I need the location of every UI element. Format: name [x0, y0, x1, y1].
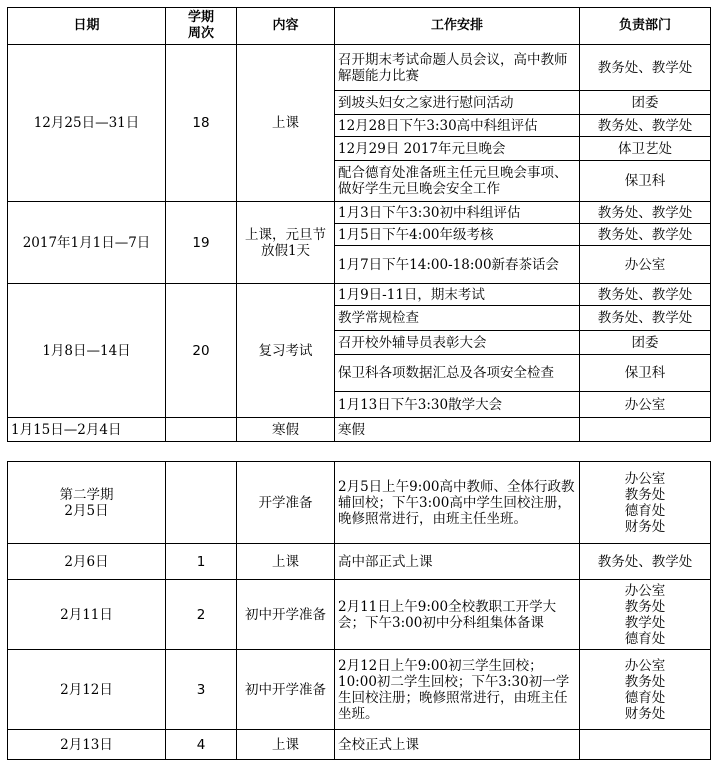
content-cell: 寒假: [237, 418, 335, 442]
dept-cell: 办公室: [580, 246, 711, 284]
dept-cell: 保卫科: [580, 355, 711, 392]
dept-cell: 教务处、教学处: [580, 115, 711, 137]
dept-cell: 教务处、教学处: [580, 284, 711, 306]
date-cell: 1月15日—2月4日: [8, 418, 166, 442]
week-cell: 4: [166, 730, 237, 760]
week-cell: [166, 418, 237, 442]
content-cell: 开学准备: [237, 462, 335, 544]
task-cell: 全校正式上课: [335, 730, 580, 760]
table-row: [8, 45, 711, 91]
dept-cell: 办公室: [580, 392, 711, 418]
table-row: [8, 544, 711, 580]
table-row: [8, 730, 711, 760]
dept-cell: 团委: [580, 331, 711, 355]
dept-cell: [580, 730, 711, 760]
task-cell: 配合德育处准备班主任元旦晚会事项、 做好学生元旦晚会安全工作: [335, 161, 580, 202]
week-cell: 20: [166, 284, 237, 418]
date-cell: 12月25日—31日: [8, 45, 166, 202]
task-cell: 到坡头妇女之家进行慰问活动: [335, 91, 580, 115]
header-dept: 负责部门: [580, 8, 711, 45]
task-cell: 2月5日上午9:00高中教师、全体行政教辅回校；下午3:00高中学生回校注册，晚修照常进行，由班主任坐班。: [335, 462, 580, 544]
schedule-table-term2: [7, 461, 711, 760]
task-cell: 12月29日 2017年元旦晚会: [335, 137, 580, 161]
date-cell: 2月12日: [8, 650, 166, 730]
task-cell: 召开校外辅导员表彰大会: [335, 331, 580, 355]
date-cell: 2月11日: [8, 580, 166, 650]
content-cell: 初中开学准备: [237, 580, 335, 650]
dept-cell: 团委: [580, 91, 711, 115]
task-cell: 12月28日下午3:30高中科组评估: [335, 115, 580, 137]
date-cell: 2月6日: [8, 544, 166, 580]
date-cell: 第二学期 2月5日: [8, 462, 166, 544]
task-cell: 保卫科各项数据汇总及各项安全检查: [335, 355, 580, 392]
content-cell: 上课: [237, 544, 335, 580]
week-cell: 19: [166, 202, 237, 284]
week-cell: 3: [166, 650, 237, 730]
header-work: 工作安排: [335, 8, 580, 45]
dept-cell: 教务处、教学处: [580, 224, 711, 246]
header-row: [8, 8, 711, 45]
content-cell: 上课，元旦节放假1天: [237, 202, 335, 284]
date-cell: 2017年1月1日—7日: [8, 202, 166, 284]
dept-cell: 教务处、教学处: [580, 544, 711, 580]
schedule-table-term1: [7, 7, 711, 442]
header-content: 内容: [237, 8, 335, 45]
table-row: [8, 462, 711, 544]
task-cell: 1月7日下午14:00-18:00新春茶话会: [335, 246, 580, 284]
task-cell: 1月3日下午3:30初中科组评估: [335, 202, 580, 224]
table-row: [8, 284, 711, 306]
table-row: [8, 580, 711, 650]
task-cell: 寒假: [335, 418, 580, 442]
dept-cell: 办公室 教务处 教学处 德育处: [580, 580, 711, 650]
header-week: 学期 周次: [166, 8, 237, 45]
task-cell: 2月11日上午9:00全校教职工开学大会；下午3:00初中分科组集体备课: [335, 580, 580, 650]
table-row: [8, 650, 711, 730]
dept-cell: [580, 418, 711, 442]
task-cell: 高中部正式上课: [335, 544, 580, 580]
week-cell: [166, 462, 237, 544]
dept-cell: 办公室 教务处 德育处 财务处: [580, 650, 711, 730]
header-date: 日期: [8, 8, 166, 45]
dept-cell: 教务处、教学处: [580, 202, 711, 224]
week-cell: 1: [166, 544, 237, 580]
task-cell: 召开期末考试命题人员会议，高中教师解题能力比赛: [335, 45, 580, 91]
task-cell: 1月5日下午4:00年级考核: [335, 224, 580, 246]
dept-cell: 教务处、教学处: [580, 45, 711, 91]
task-cell: 2月12日上午9:00初三学生回校；10:00初二学生回校；下午3:30初一学生回校注册；晚修照常进行，由班主任坐班。: [335, 650, 580, 730]
week-cell: 18: [166, 45, 237, 202]
date-cell: 1月8日—14日: [8, 284, 166, 418]
dept-cell: 保卫科: [580, 161, 711, 202]
task-cell: 教学常规检查: [335, 306, 580, 331]
content-cell: 上课: [237, 730, 335, 760]
dept-cell: 体卫艺处: [580, 137, 711, 161]
task-cell: 1月9日-11日，期末考试: [335, 284, 580, 306]
dept-cell: 教务处、教学处: [580, 306, 711, 331]
content-cell: 复习考试: [237, 284, 335, 418]
date-cell: 2月13日: [8, 730, 166, 760]
dept-cell: 办公室 教务处 德育处 财务处: [580, 462, 711, 544]
table-row: [8, 418, 711, 442]
content-cell: 初中开学准备: [237, 650, 335, 730]
task-cell: 1月13日下午3:30散学大会: [335, 392, 580, 418]
table-row: [8, 202, 711, 224]
content-cell: 上课: [237, 45, 335, 202]
week-cell: 2: [166, 580, 237, 650]
